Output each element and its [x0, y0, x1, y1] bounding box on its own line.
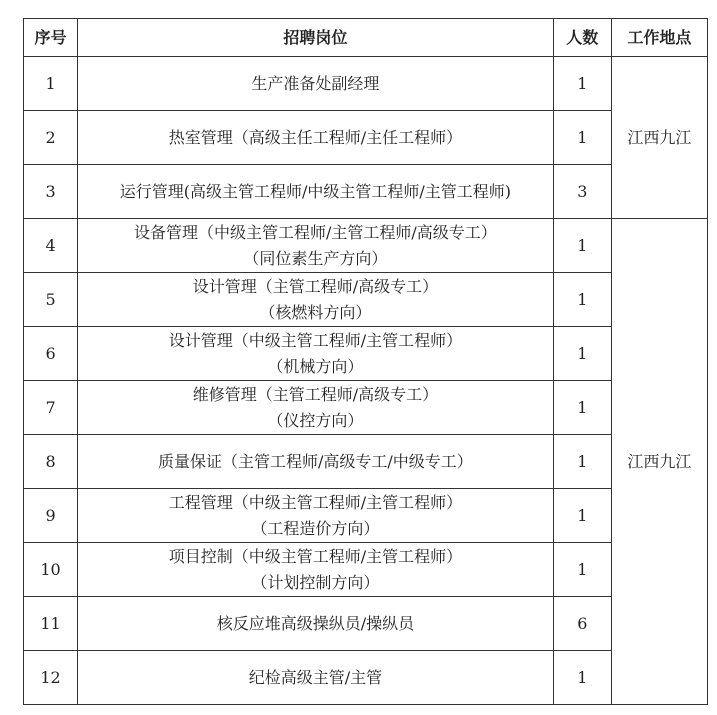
- position-title: 纪检高级主管/主管: [248, 667, 383, 687]
- position-title: 维修管理（主管工程师/高级专工）: [192, 384, 439, 404]
- count-cell: 1: [553, 111, 611, 165]
- position-cell: [78, 543, 554, 597]
- position-direction: （计划控制方向）: [251, 572, 380, 592]
- count-cell: 1: [553, 219, 611, 273]
- seq-cell: 9: [24, 489, 78, 543]
- seq-cell: 3: [24, 165, 78, 219]
- count-cell: 6: [553, 597, 611, 651]
- position-title: 核反应堆高级操纵员/操纵员: [216, 613, 415, 633]
- count-cell: 1: [553, 273, 611, 327]
- count-cell: 1: [553, 381, 611, 435]
- table-row: [24, 57, 708, 111]
- count-cell: 1: [553, 651, 611, 705]
- position-cell: [78, 381, 554, 435]
- position-title: 设备管理（中级主管工程师/主管工程师/高级专工）: [134, 222, 497, 242]
- position-direction: （核燃料方向）: [259, 302, 372, 322]
- table-header-row: [24, 19, 708, 57]
- seq-cell: 5: [24, 273, 78, 327]
- seq-cell: 8: [24, 435, 78, 489]
- location-cell: 江西九江: [611, 219, 707, 705]
- position-cell: [78, 219, 554, 273]
- position-direction: （同位素生产方向）: [243, 248, 388, 268]
- position-title: 运行管理(高级主管工程师/中级主管工程师/主管工程师): [119, 181, 512, 201]
- seq-cell: 7: [24, 381, 78, 435]
- position-cell: [78, 327, 554, 381]
- seq-cell: 2: [24, 111, 78, 165]
- position-cell: [78, 111, 554, 165]
- table-row: [24, 651, 708, 705]
- position-title: 工程管理（中级主管工程师/主管工程师）: [168, 492, 463, 512]
- table-row: [24, 543, 708, 597]
- count-cell: 1: [553, 435, 611, 489]
- position-title: 设计管理（主管工程师/高级专工）: [192, 276, 439, 296]
- table-row: [24, 435, 708, 489]
- position-cell: [78, 597, 554, 651]
- table-row: [24, 381, 708, 435]
- table-row: [24, 219, 708, 273]
- position-title: 热室管理（高级主任工程师/主任工程师）: [168, 127, 463, 147]
- table-row: [24, 273, 708, 327]
- seq-cell: 10: [24, 543, 78, 597]
- table-row: [24, 489, 708, 543]
- position-cell: [78, 435, 554, 489]
- seq-cell: 11: [24, 597, 78, 651]
- header-position: 招聘岗位: [78, 19, 554, 57]
- seq-cell: 6: [24, 327, 78, 381]
- position-cell: [78, 165, 554, 219]
- header-seq: 序号: [24, 19, 78, 57]
- table-row: [24, 165, 708, 219]
- count-cell: 1: [553, 489, 611, 543]
- table-row: [24, 327, 708, 381]
- seq-cell: 1: [24, 57, 78, 111]
- location-cell: 江西九江: [611, 57, 707, 219]
- position-title: 生产准备处副经理: [251, 73, 380, 93]
- seq-cell: 4: [24, 219, 78, 273]
- position-cell: [78, 651, 554, 705]
- position-direction: （机械方向）: [267, 356, 364, 376]
- table-row: [24, 111, 708, 165]
- position-cell: [78, 489, 554, 543]
- recruitment-table: [23, 18, 708, 705]
- header-location: 工作地点: [611, 19, 707, 57]
- position-cell: [78, 57, 554, 111]
- position-title: 项目控制（中级主管工程师/主管工程师）: [168, 546, 463, 566]
- count-cell: 1: [553, 543, 611, 597]
- position-direction: （仪控方向）: [267, 410, 364, 430]
- position-direction: （工程造价方向）: [251, 518, 380, 538]
- seq-cell: 12: [24, 651, 78, 705]
- header-count: 人数: [553, 19, 611, 57]
- count-cell: 3: [553, 165, 611, 219]
- position-title: 设计管理（中级主管工程师/主管工程师）: [168, 330, 463, 350]
- count-cell: 1: [553, 327, 611, 381]
- position-cell: [78, 273, 554, 327]
- position-title: 质量保证（主管工程师/高级专工/中级专工）: [158, 451, 473, 471]
- count-cell: 1: [553, 57, 611, 111]
- table-row: [24, 597, 708, 651]
